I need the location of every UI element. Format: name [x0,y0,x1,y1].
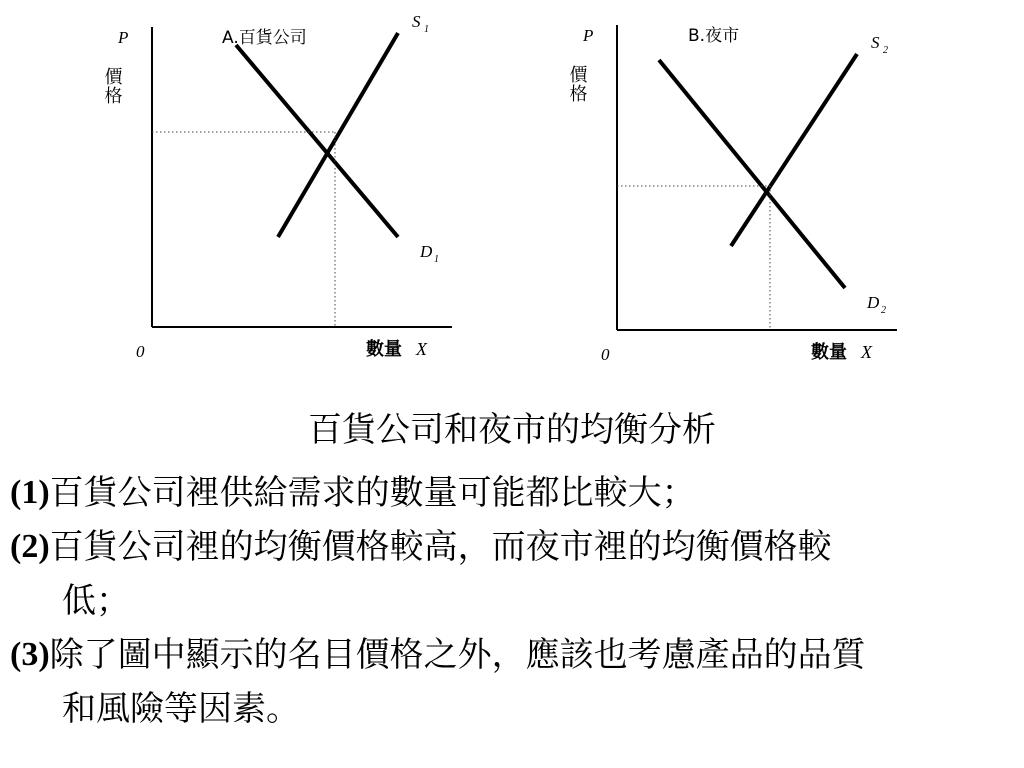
demand-label-subscript: 2 [881,305,886,316]
demand-label: D [867,293,880,312]
supply-label: S [412,12,421,31]
x-axis-label: X [416,339,427,359]
x-axis-label-cn: 數量 [811,342,847,363]
point-text: 百貨公司裡供給需求的數量可能都比較大； [49,473,696,513]
origin-label: 0 [601,345,610,364]
y-axis-label: P [118,28,129,47]
point-text-continued: 低； [62,581,130,621]
y-axis-label-cn: 價格 [101,67,123,105]
supply-label: S [871,33,880,52]
point-text: 除了圖中顯示的名目價格之外，應該也考慮產品的品質 [49,635,866,675]
y-axis-label-cn: 價格 [566,65,588,103]
point-number: (1) [10,474,50,511]
list-item [10,466,1020,520]
figure-caption: 百貨公司和夜市的均衡分析 [308,410,716,450]
point-number: (3) [10,636,50,673]
supply-label-subscript: 2 [883,45,888,56]
supply-line [278,33,398,237]
chart-title: B.夜市 [688,26,740,46]
supply-line [731,54,857,246]
list-item [10,520,1020,628]
chart-title: A.百貨公司 [222,28,307,48]
point-text-continued: 和風險等因素。 [62,689,300,729]
point-text: 百貨公司裡的均衡價格較高，而夜市裡的均衡價格較 [49,527,832,567]
demand-label: D [420,242,433,261]
list-item [10,628,1020,736]
demand-label-subscript: 1 [434,254,439,265]
origin-label: 0 [136,342,145,361]
demand-line [659,60,845,288]
chart-panel-department-store [102,12,453,361]
y-axis-label: P [583,26,594,45]
supply-label-subscript: 1 [424,24,429,35]
x-axis-label: X [861,342,872,362]
x-axis-label-cn: 數量 [366,339,402,360]
points-list [10,466,1020,736]
chart-panel-night-market [567,25,898,364]
point-number: (2) [10,528,50,565]
